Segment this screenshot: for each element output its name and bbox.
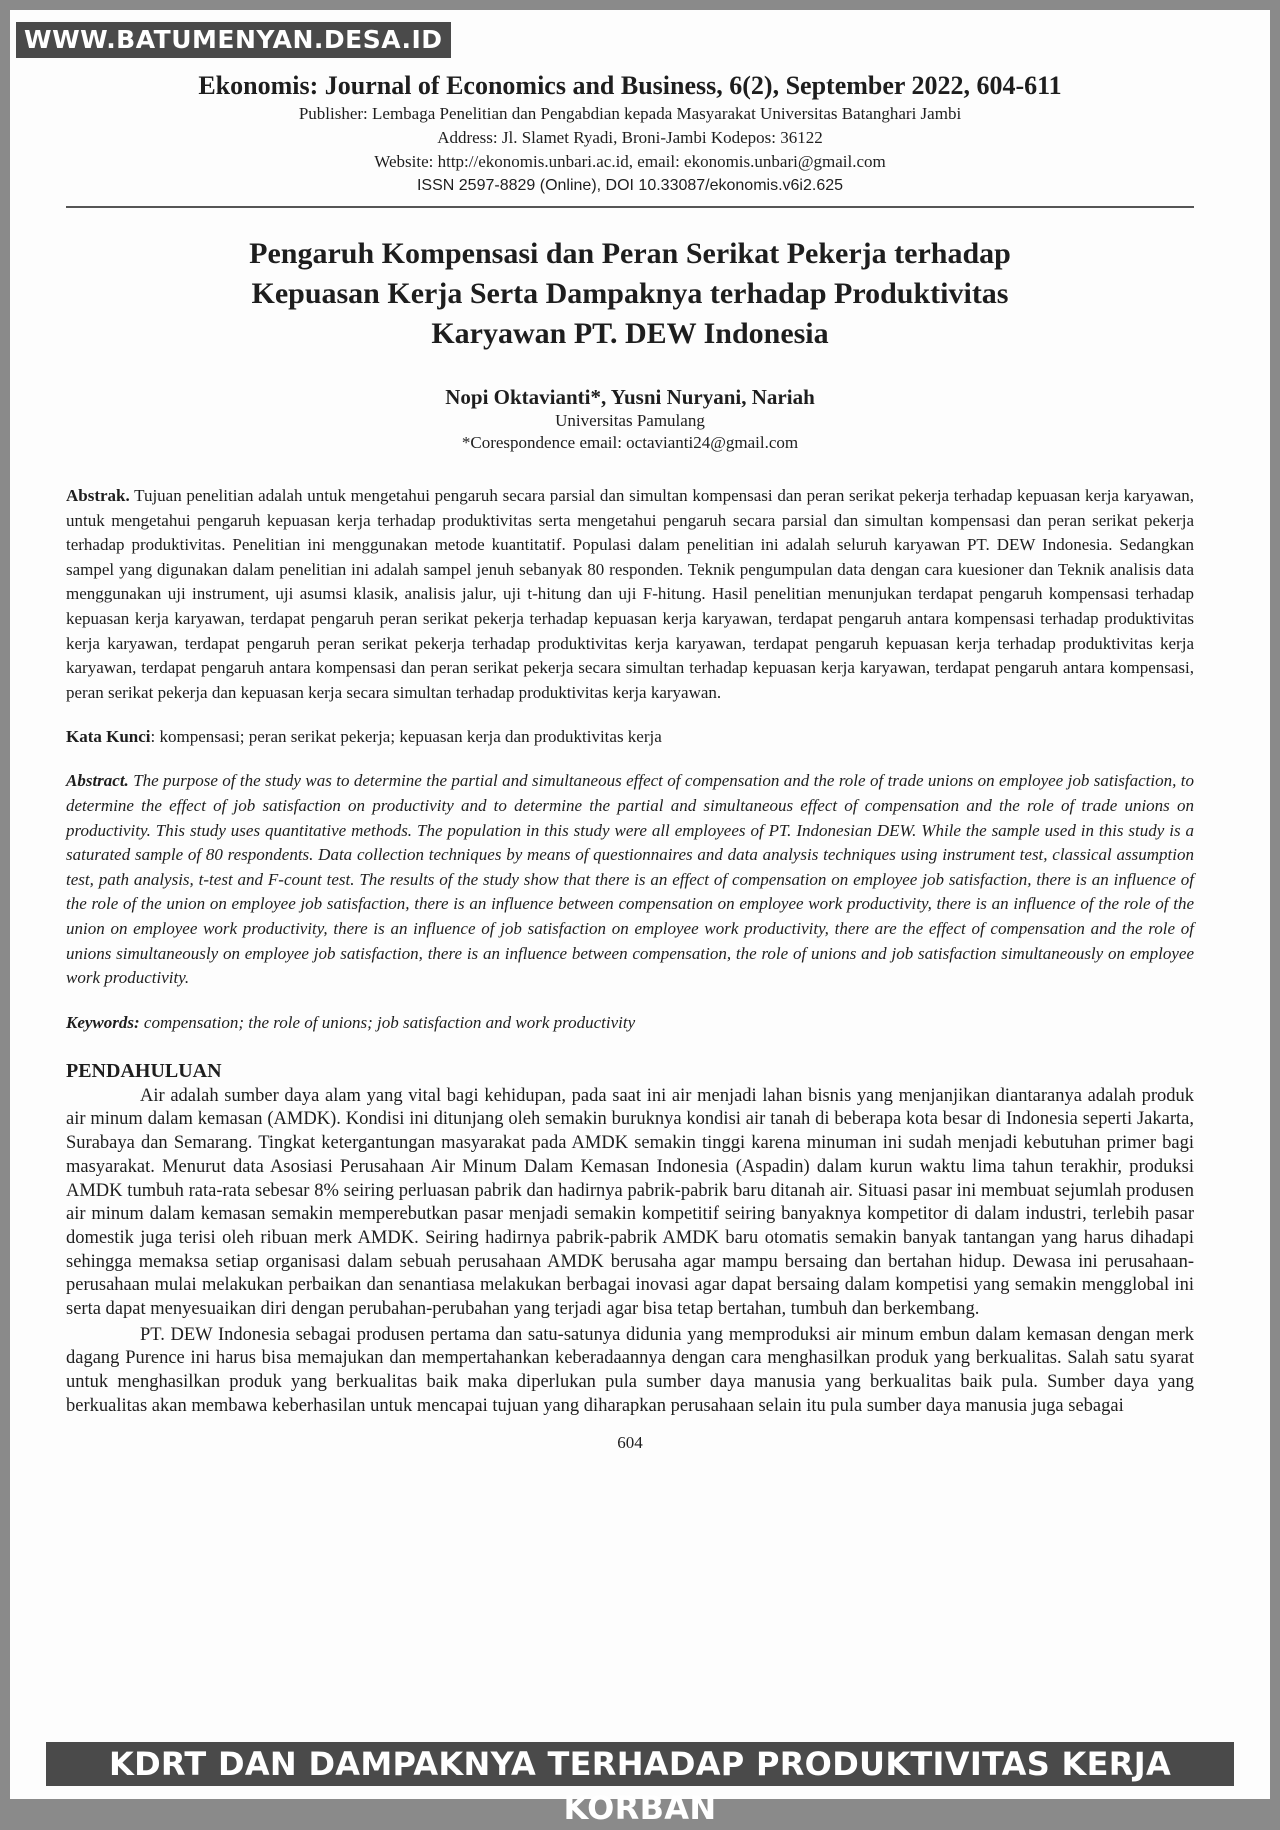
abstrak-paragraph xyxy=(66,484,1194,705)
kata-kunci xyxy=(66,725,1194,749)
website-line: Website: http://ekonomis.unbari.ac.id, email: ekonomis.unbari@gmail.com xyxy=(374,152,886,171)
abstract-en-label: Abstract. xyxy=(66,771,129,791)
kata-kunci-label: Kata Kunci xyxy=(66,727,151,747)
page-number: 604 xyxy=(617,1432,643,1452)
address-line: Address: Jl. Slamet Ryadi, Broni-Jambi Kodepos: 36122 xyxy=(437,128,823,147)
title-line-3: Karyawan PT. DEW Indonesia xyxy=(431,317,829,350)
paper-title xyxy=(66,234,1194,354)
abstrak-label: Abstrak. xyxy=(66,486,130,505)
title-line-2: Kepuasan Kerja Serta Dampaknya terhadap Produktivitas xyxy=(251,277,1009,310)
keywords-en xyxy=(66,1011,1194,1035)
abstract-en-text: The purpose of the study was to determine the partial and simultaneous effect of compensation and the role of trade unions on employee job satisfaction, to determine the effect of job satisfaction on productivity and to determine the partial and simultaneous effect of compensation and the role of trade unions on productivity. This study uses quantitative methods. The population in this study were all employees of PT. Indonesian DEW. While the sample used in this study is a saturated sample of 80 respondents. Data collection techniques by means of questionnaires and data analysis techniques using instrument test, classical assumption test, path analysis, t-test and F-count test. The results of the study show that there is an effect of compensation on employee job satisfaction, there is an influence of the role of the union on employee job satisfaction, there is an influence between compensation on employee work productivity, there is an influence of the role of the union on employee work productivity, there is an influence of job satisfaction on employee work productivity, there are the effect of compensation and the role of unions simultaneously on employee job satisfaction, there is an influence between compensation, the role of unions and job satisfaction simultaneously on employee work productivity. xyxy=(66,771,1194,988)
paper-page xyxy=(66,70,1194,1453)
keywords-text: compensation; the role of unions; job satisfaction and work productivity xyxy=(139,1012,636,1032)
header-rule xyxy=(66,206,1194,208)
intro-paragraph-1: Air adalah sumber daya alam yang vital bagi kehidupan, pada saat ini air menjadi lahan bisnis yang menjanjikan diantaranya adalah produk air minum dalam kemasan (AMDK). Kondisi ini ditunjang oleh semakin buruknya kondisi air tanah di beberapa kota besar di Indonesia seperti Jakarta, Surabaya dan Semarang. Tingkat ketergantungan masyarakat pada AMDK semakin tinggi karena minuman ini sudah menjadi kebutuhan primer bagi masyarakat. Menurut data Asosiasi Perusahaan Air Minum Dalam Kemasan Indonesia (Aspadin) dalam kurun waktu lima tahun terakhir, produksi AMDK tumbuh rata-rata sebesar 8% seiring perluasan pabrik dan hadirnya pabrik-pabrik baru ditanah air. Situasi pasar ini membuat sejumlah produsen air minum dalam kemasan semakin memperebutkan pasar menjadi semakin kompetitif seiring banyaknya kompetitor di dalam industri, terlebih pasar domestik juga terisi oleh ribuan merk AMDK. Seiring hadirnya pabrik-pabrik AMDK baru otomatis semakin banyak tantangan yang harus dihadapi sehingga memaksa setiap organisasi dalam sebuah perusahaan AMDK berusaha agar mampu bersaing dan bertahan hidup. Dewasa ini perusahaan-perusahaan mulai melakukan perbaikan dan senantiasa melakukan berbagai inovasi agar dapat bersaing dalam kompetisi yang semakin mengglobal ini serta dapat menyesuaikan diri dengan perubahan-perubahan yang terjadi agar bisa tetap bertahan, tumbuh dan berkembang. xyxy=(66,1085,1194,1320)
journal-header: Ekonomis: Journal of Economics and Business, 6(2), September 2022, 604-611 xyxy=(198,71,1062,100)
site-watermark: WWW.BATUMENYAN.DESA.ID xyxy=(16,22,451,58)
correspondence-email: *Corespondence email: octavianti24@gmail.com xyxy=(461,433,799,452)
authors: Nopi Oktavianti*, Yusni Nuryani, Nariah xyxy=(445,385,815,409)
caption-banner: KDRT DAN DAMPAKNYA TERHADAP PRODUKTIVITAS KERJA KORBAN xyxy=(46,1742,1234,1786)
abstract-en-paragraph xyxy=(66,769,1194,990)
affiliation: Universitas Pamulang xyxy=(555,411,705,430)
abstrak-text: Tujuan penelitian adalah untuk mengetahui pengaruh secara parsial dan simultan kompensasi dan peran serikat pekerja terhadap kepuasan kerja karyawan, untuk mengetahui pengaruh kepuasan kerja terhadap produktivitas serta mengetahui pengaruh secara parsial dan simultan kompensasi dan peran serikat pekerja terhadap produktivitas. Penelitian ini menggunakan metode kuantitatif. Populasi dalam penelitian ini adalah seluruh karyawan PT. DEW Indonesia. Sedangkan sampel yang digunakan dalam penelitian ini adalah sampel jenuh sebanyak 80 responden. Teknik pengumpulan data dengan cara kuesioner dan Teknik analisis data menggunakan uji instrument, uji asumsi klasik, analisis jalur, uji t-hitung dan uji F-hitung. Hasil penelitian menunjukan terdapat pengaruh kompensasi terhadap kepuasan kerja karyawan, terdapat pengaruh peran serikat pekerja terhadap kepuasan kerja karyawan, terdapat pengaruh antara kompensasi terhadap produktivitas kerja karyawan, terdapat pengaruh peran serikat pekerja terhadap produktivitas kerja karyawan, terdapat pengaruh kepuasan kerja terhadap produktivitas kerja karyawan, terdapat pengaruh antara kompensasi dan peran serikat pekerja secara simultan terhadap kepuasan kerja karyawan, terdapat pengaruh antara kompensasi, peran serikat pekerja dan kepuasan kerja secara simultan terhadap produktivitas kerja karyawan. xyxy=(66,486,1194,702)
publisher-line: Publisher: Lembaga Penelitian dan Pengabdian kepada Masyarakat Universitas Batanghari Jambi xyxy=(298,104,962,123)
intro-paragraph-2: PT. DEW Indonesia sebagai produsen pertama dan satu-satunya didunia yang memproduksi air minum embun dalam kemasan dengan merk dagang Purence ini harus bisa memajukan dan mempertahankan keberadaannya dengan cara menghasilkan produk yang berkualitas. Salah satu syarat untuk menghasilkan produk yang berkualitas baik maka diperlukan pula sumber daya manusia yang berkualitas baik pula. Sumber daya yang berkualitas akan membawa keberhasilan untuk mencapai tujuan yang diharapkan perusahaan selain itu pula sumber daya manusia juga sebagai xyxy=(66,1324,1194,1416)
kata-kunci-text: : kompensasi; peran serikat pekerja; kepuasan kerja dan produktivitas kerja xyxy=(150,727,662,747)
section-heading: PENDAHULUAN xyxy=(66,1059,222,1082)
keywords-label: Keywords: xyxy=(66,1012,140,1032)
title-line-1: Pengaruh Kompensasi dan Peran Serikat Pekerja terhadap xyxy=(249,237,1011,270)
issn-line: ISSN 2597-8829 (Online), DOI 10.33087/ekonomis.v6i2.625 xyxy=(416,177,844,194)
